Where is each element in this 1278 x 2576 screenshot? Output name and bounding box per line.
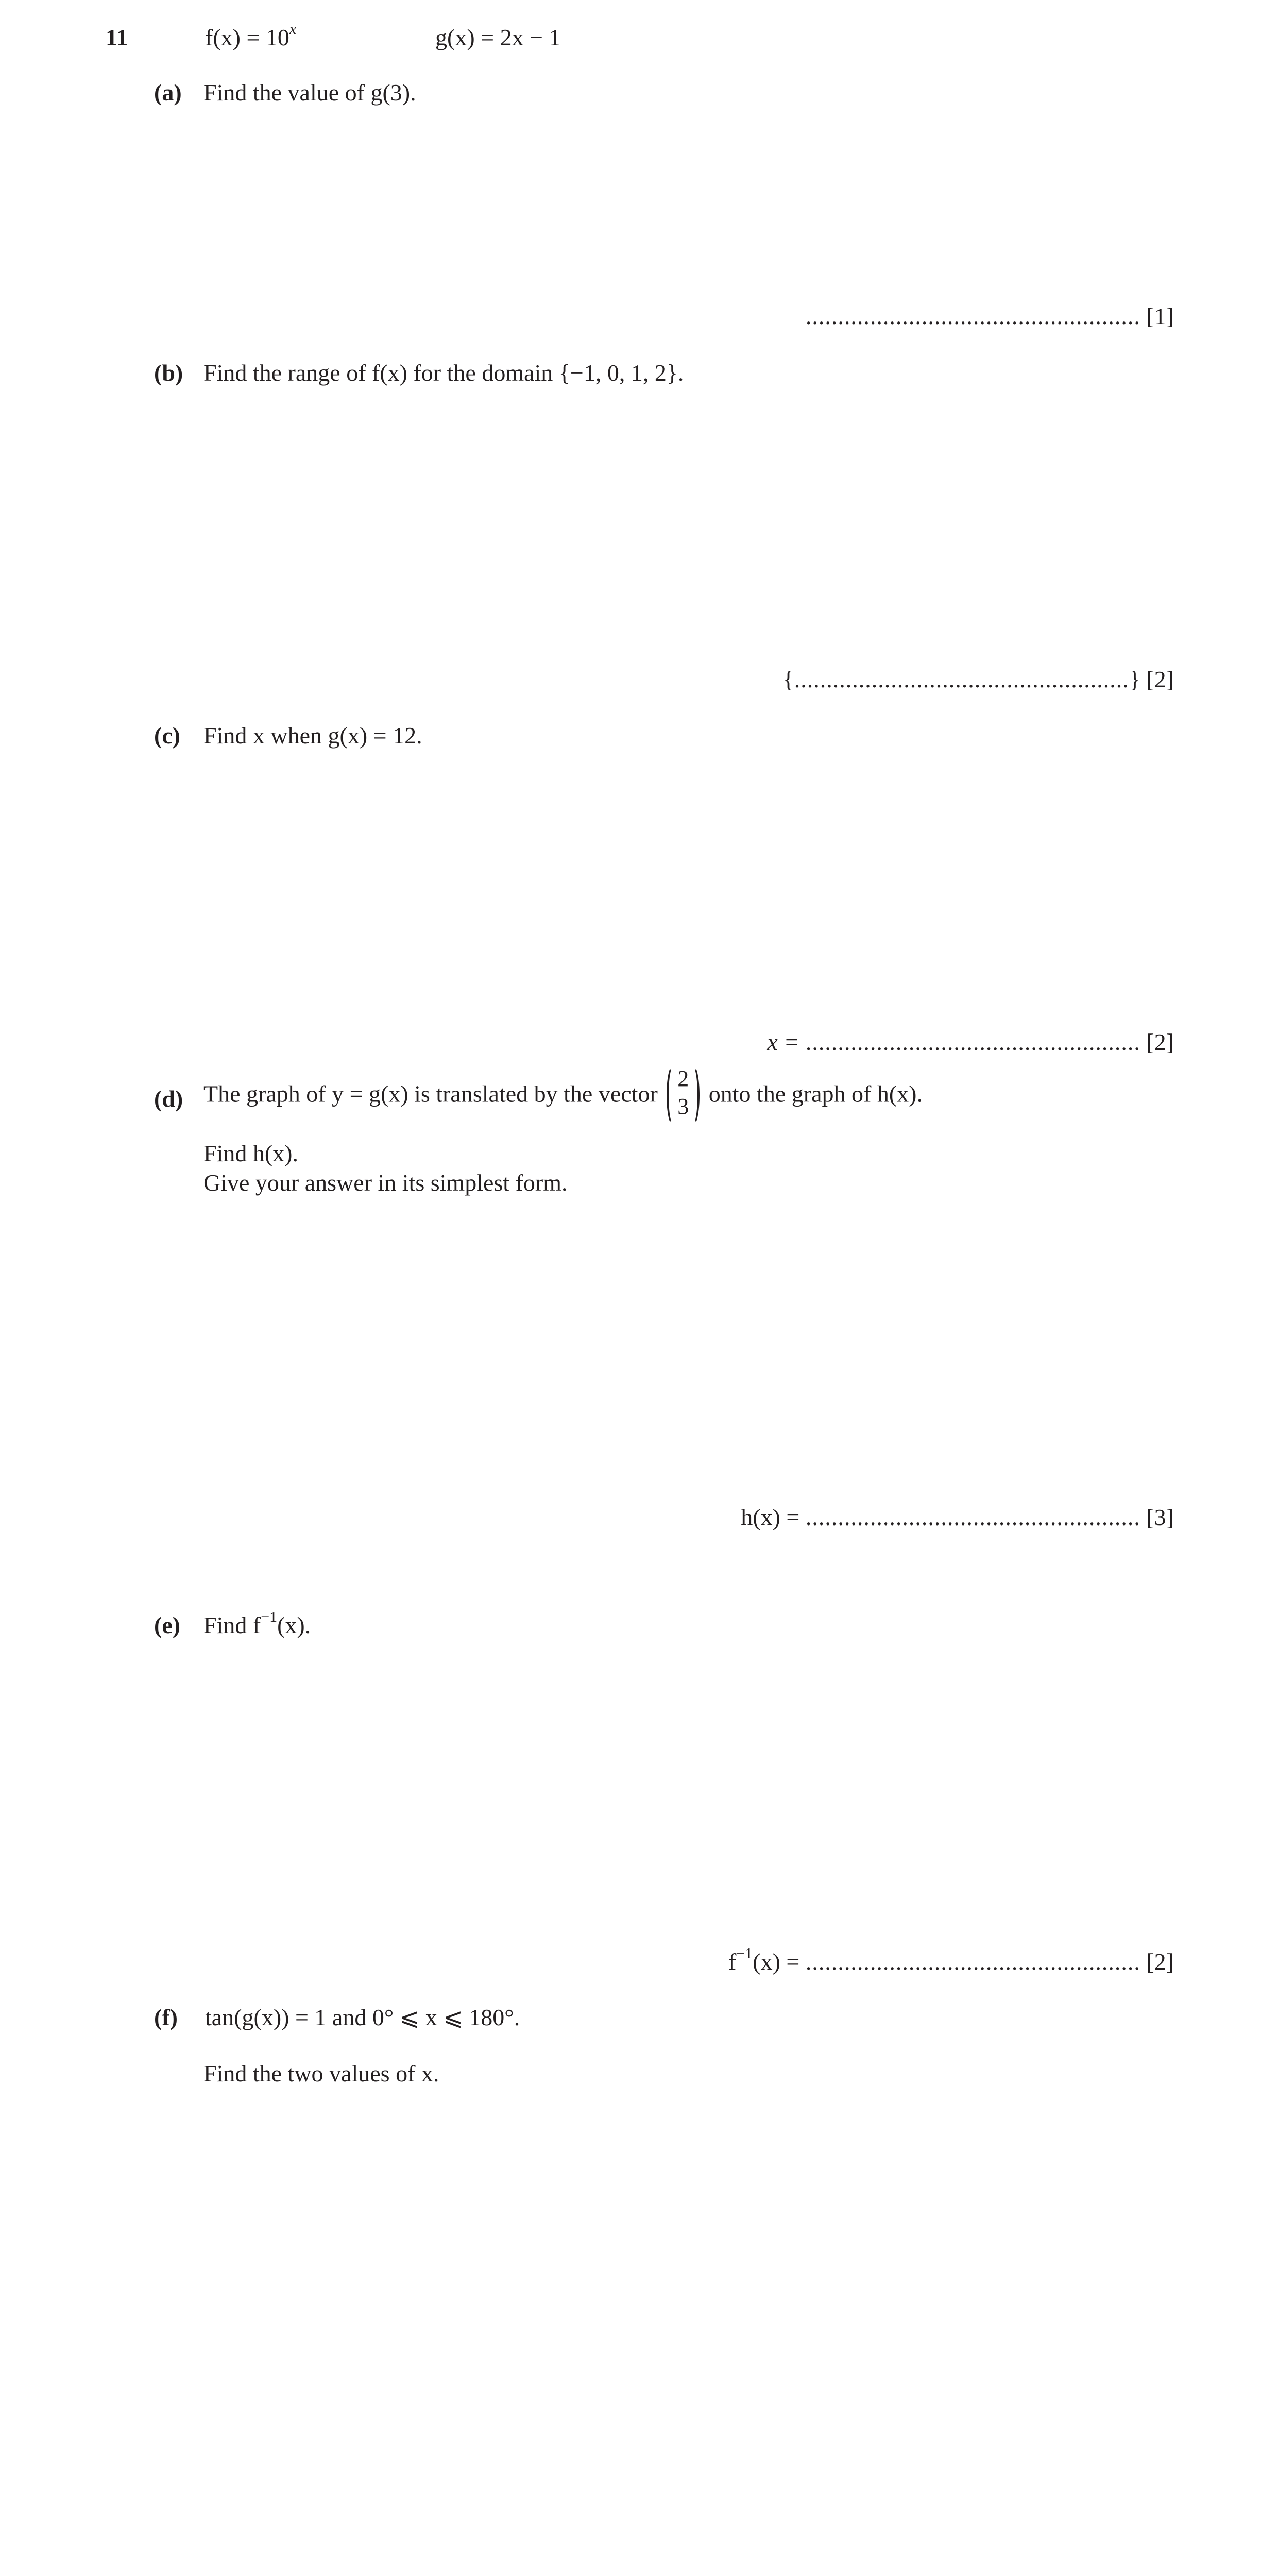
- part-b-text: Find the range of f(x) for the domain {−1, 0, 1, 2}.: [203, 360, 684, 386]
- part-d-text-before: The graph of y = g(x) is translated by the vector: [203, 1080, 658, 1107]
- part-d-line3: Give your answer in its simplest form.: [203, 1170, 568, 1196]
- part-d-text-after: onto the graph of h(x).: [708, 1080, 923, 1107]
- part-e-answer-field[interactable]: ....................................................: [805, 1948, 1140, 1975]
- part-c-answer-prefix: x =: [767, 1029, 800, 1055]
- part-e-sup: −1: [261, 1608, 278, 1625]
- f-definition: [205, 21, 297, 50]
- part-b-answer-field[interactable]: ....................................................: [794, 666, 1129, 692]
- part-a-text: Find the value of g(3).: [203, 79, 416, 106]
- part-d-answer-prefix: h(x) =: [741, 1504, 800, 1530]
- part-e-answer-line: [728, 1945, 1174, 1975]
- part-b-answer-line: [783, 668, 1174, 691]
- part-e-answer-sup: −1: [736, 1945, 753, 1962]
- vector-top: 2: [677, 1066, 689, 1091]
- part-d-text-line: [203, 1067, 923, 1125]
- part-c-answer-field[interactable]: ....................................................: [805, 1029, 1140, 1055]
- part-b-marks: [2]: [1146, 666, 1174, 692]
- part-d-answer-line: [741, 1505, 1174, 1529]
- g-definition: g(x) = 2x − 1: [435, 24, 561, 50]
- part-a-answer-line: [806, 304, 1174, 328]
- part-d-label: (d): [154, 1086, 183, 1112]
- part-e-answer-prefix2: (x) =: [753, 1948, 800, 1975]
- part-e-text: [203, 1608, 311, 1638]
- part-e-label: (e): [154, 1612, 181, 1638]
- part-d-answer-field[interactable]: ....................................................: [805, 1504, 1140, 1530]
- part-a-marks: [1]: [1146, 303, 1174, 329]
- part-f-line2: Find the two values of x.: [203, 2060, 439, 2087]
- part-e-text-before: Find f: [203, 1612, 261, 1638]
- part-e-answer-prefix: f: [728, 1948, 737, 1975]
- part-b-open-brace: {: [782, 666, 794, 692]
- part-d-line2: Find h(x).: [203, 1140, 298, 1166]
- part-c-text: Find x when g(x) = 12.: [203, 722, 422, 749]
- part-c-answer-line: [767, 1030, 1174, 1054]
- part-a-answer-field[interactable]: ....................................................: [805, 303, 1140, 329]
- part-e-marks: [2]: [1146, 1948, 1174, 1975]
- part-c-marks: [2]: [1146, 1029, 1174, 1055]
- f-definition-text: f(x) = 10: [205, 24, 289, 50]
- part-c-label: (c): [154, 722, 181, 749]
- part-f-label: (f): [154, 2004, 178, 2030]
- vector-bottom: 3: [677, 1094, 689, 1119]
- question-number: 11: [106, 24, 128, 50]
- translation-vector: [667, 1065, 700, 1123]
- part-e-text-after: (x).: [277, 1612, 311, 1638]
- f-exponent: x: [289, 21, 297, 38]
- part-f-text: tan(g(x)) = 1 and 0° ⩽ x ⩽ 180°.: [205, 2004, 520, 2030]
- part-b-label: (b): [154, 360, 183, 386]
- part-d-marks: [3]: [1146, 1504, 1174, 1530]
- part-b-close-brace: }: [1129, 666, 1140, 692]
- part-a-label: (a): [154, 79, 182, 106]
